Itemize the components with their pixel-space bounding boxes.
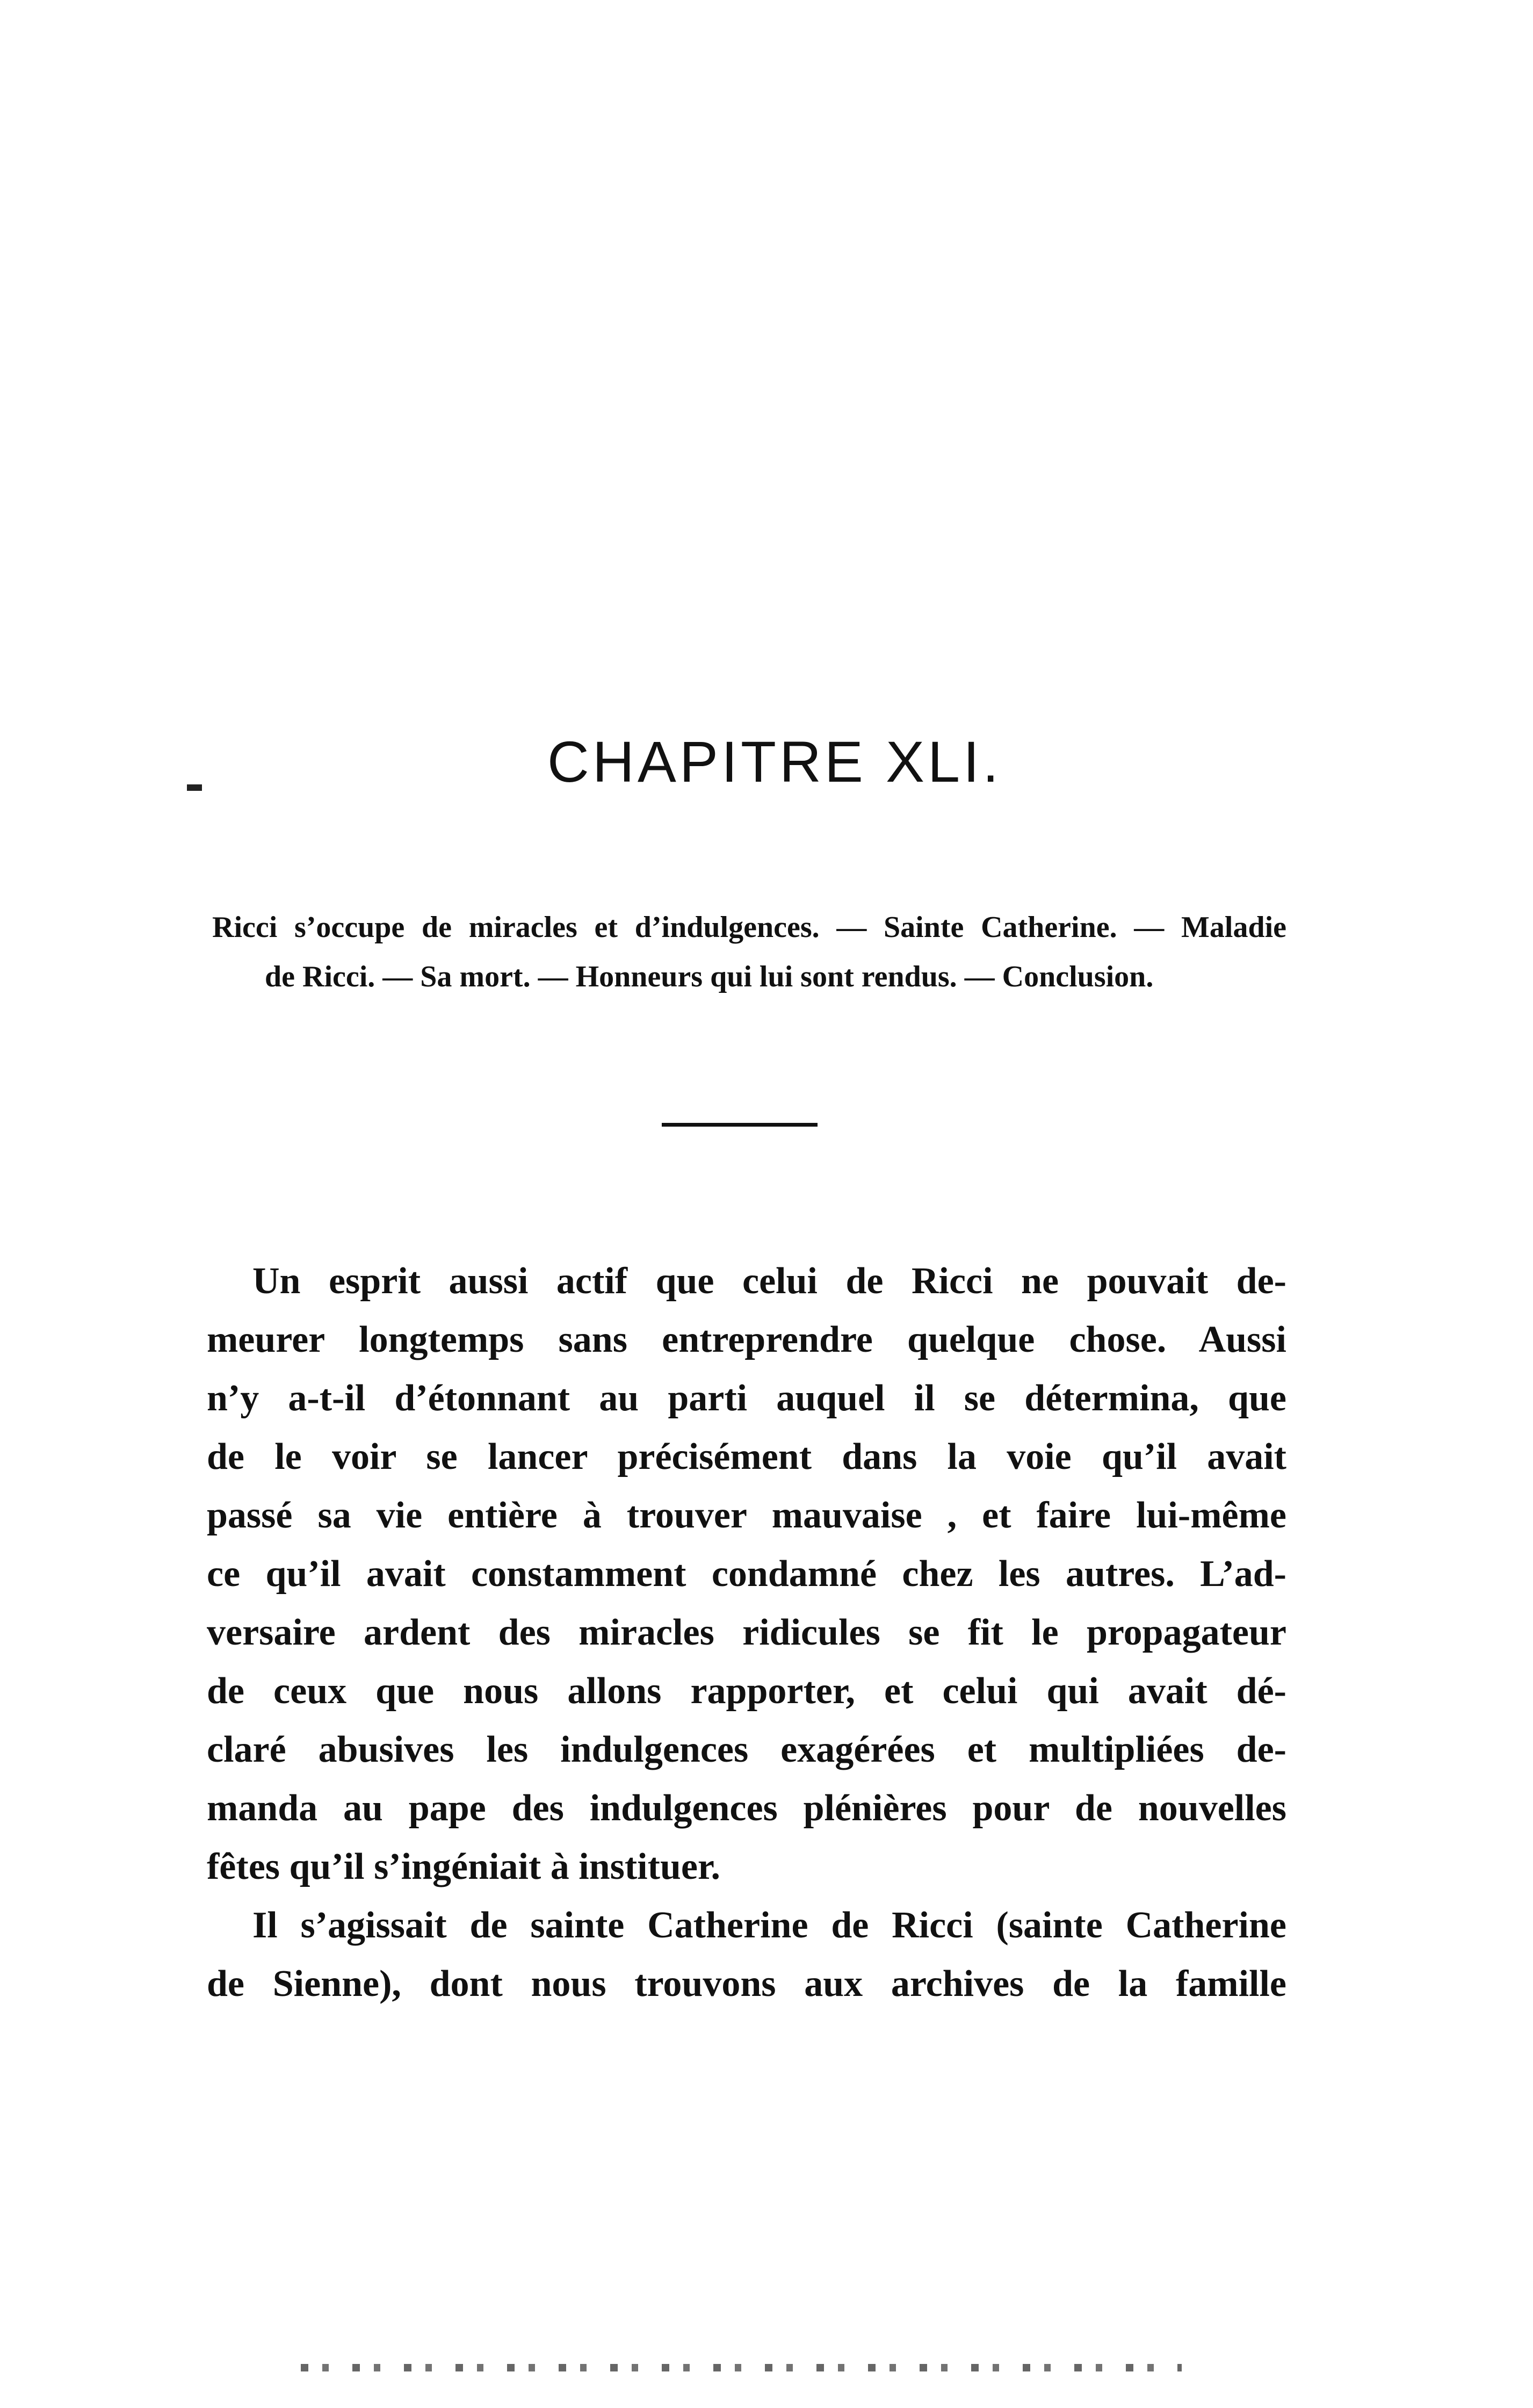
paragraph-2 bbox=[207, 1896, 1286, 2013]
text-line: versaire ardent des miracles ridicules se fit le propagateur bbox=[207, 1612, 1286, 1653]
text-line: meurer longtemps sans entreprendre quelque chose. Aussi bbox=[207, 1319, 1286, 1360]
paragraph-1 bbox=[207, 1252, 1286, 1896]
text-line: Un esprit aussi actif que celui de Ricci ne pouvait de- bbox=[252, 1260, 1286, 1302]
chapter-summary bbox=[212, 903, 1286, 1001]
summary-line: de Ricci. — Sa mort. — Honneurs qui lui sont rendus. — Conclusion. bbox=[265, 960, 1154, 993]
text-line: fêtes qu’il s’ingéniait à instituer. bbox=[207, 1846, 721, 1887]
text-line: passé sa vie entière à trouver mauvaise , et faire lui-même bbox=[207, 1495, 1286, 1536]
text-line: ce qu’il avait constamment condamné chez les autres. L’ad- bbox=[207, 1553, 1286, 1595]
text-line: claré abusives les indulgences exagérées et multipliées de- bbox=[207, 1729, 1286, 1770]
text-line: de le voir se lancer précisément dans la voie qu’il avait bbox=[207, 1436, 1286, 1477]
text-line: de ceux que nous allons rapporter, et celui qui avait dé- bbox=[207, 1670, 1286, 1712]
chapter-title: CHAPITRE XLI. bbox=[547, 729, 1002, 794]
text-line: Il s’agissait de sainte Catherine de Ricci (sainte Catherine bbox=[252, 1905, 1286, 1946]
text-line: de Sienne), dont nous trouvons aux archives de la famille bbox=[207, 1963, 1286, 2005]
section-divider bbox=[662, 1123, 818, 1127]
text-line: manda au pape des indulgences plénières pour de nouvelles bbox=[207, 1787, 1286, 1829]
body-text bbox=[207, 1252, 1286, 2013]
text-line: n’y a-t-il d’étonnant au parti auquel il se détermina, que bbox=[207, 1378, 1286, 1419]
cut-off-next-line bbox=[301, 2364, 1182, 2371]
summary-line: Ricci s’occupe de miracles et d’indulgences. — Sainte Catherine. — Maladie bbox=[212, 911, 1286, 944]
